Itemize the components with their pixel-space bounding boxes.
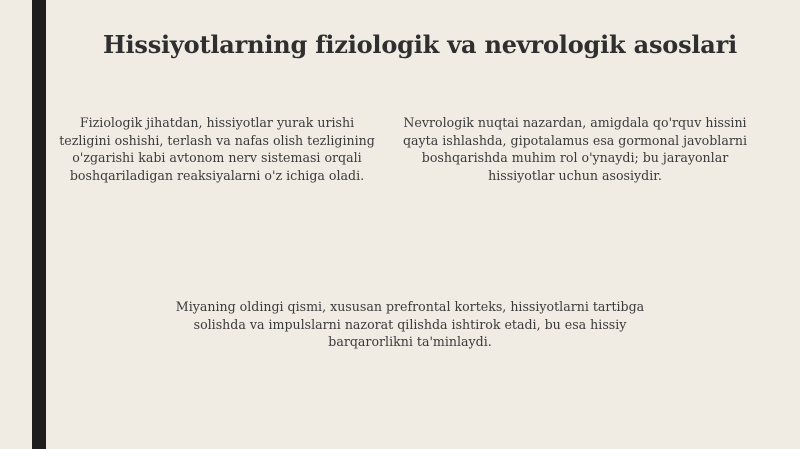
paragraph-neurological: Nevrologik nuqtai nazardan, amigdala qo'rquv hissini qayta ishlashda, gipotalamus esa gormonal javoblarni boshqarishda muhim rol o'ynaydi; bu jarayonlar hissiyotlar uchun asosiydir. [402, 115, 748, 183]
slide-title: Hissiyotlarning fiziologik va nevrologik asoslari [102, 30, 738, 59]
accent-bar [32, 0, 46, 449]
paragraph-prefrontal-cortex: Miyaning oldingi qismi, xususan prefrontal korteks, hissiyotlarni tartibga solishda va impulslarni nazorat qilishda ishtirok etadi, bu esa hissiy barqarorlikni ta'minlaydi. [175, 299, 645, 349]
paragraph-physiological: Fiziologik jihatdan, hissiyotlar yurak urishi tezligini oshishi, terlash va nafas olish tezligining o'zgarishi kabi avtonom nerv sistemasi orqali boshqariladigan reaksiyalarni o'z ichiga oladi. [59, 115, 375, 183]
